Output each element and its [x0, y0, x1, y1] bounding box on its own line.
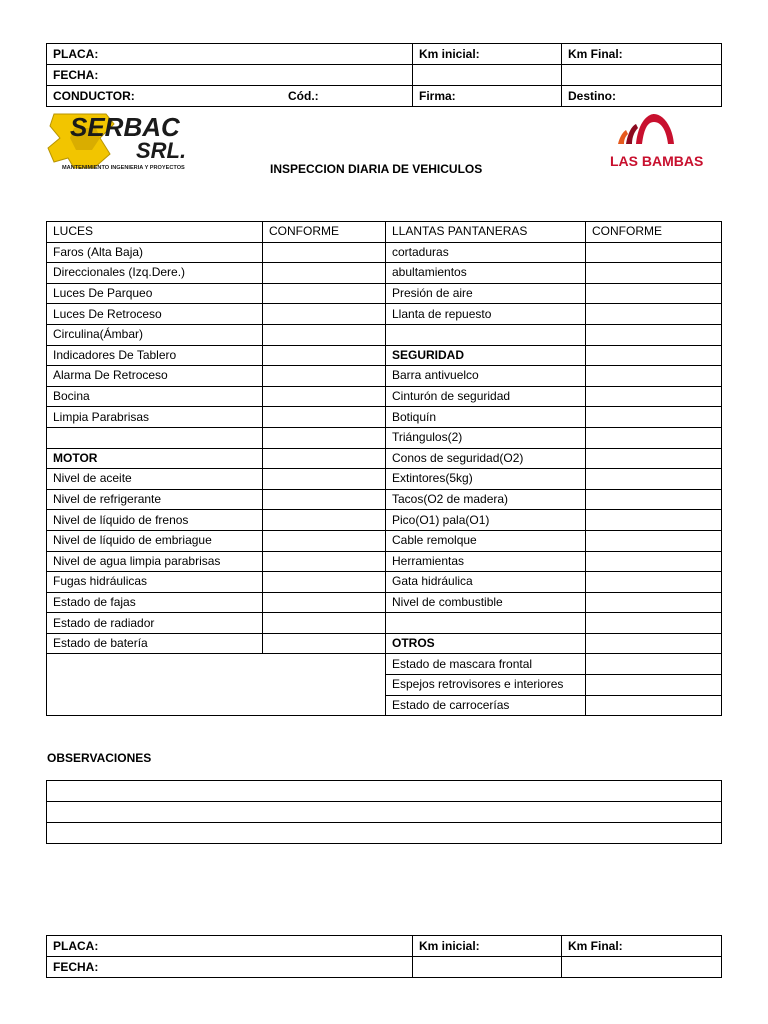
fecha-field[interactable]: FECHA: [47, 65, 413, 86]
item-label: Extintores(5kg) [386, 469, 586, 490]
empty-cell[interactable] [562, 65, 722, 86]
table-row [47, 407, 722, 428]
conforme-cell[interactable] [586, 324, 722, 345]
observaciones-label: OBSERVACIONES [47, 751, 152, 765]
section-header-llantas: LLANTAS PANTANERAS [386, 222, 586, 243]
item-label: Indicadores De Tablero [47, 345, 263, 366]
conforme-cell[interactable] [263, 592, 386, 613]
table-row [47, 242, 722, 263]
table-row [47, 633, 722, 654]
item-label: Nivel de agua limpia parabrisas [47, 551, 263, 572]
conductor-field[interactable] [47, 86, 413, 107]
item-label: Estado de carrocerías [386, 695, 586, 716]
conforme-header: CONFORME [263, 222, 386, 243]
table-row [47, 489, 722, 510]
conductor-label: CONDUCTOR: [53, 89, 135, 103]
conforme-cell[interactable] [263, 469, 386, 490]
table-row [47, 510, 722, 531]
conforme-cell[interactable] [263, 386, 386, 407]
conforme-cell[interactable] [263, 489, 386, 510]
conforme-cell[interactable] [586, 427, 722, 448]
item-label: Nivel de líquido de embriague [47, 530, 263, 551]
conforme-cell[interactable] [586, 633, 722, 654]
header-table-bottom [46, 935, 722, 978]
item-label: Cinturón de seguridad [386, 386, 586, 407]
item-label: Nivel de refrigerante [47, 489, 263, 510]
conforme-cell[interactable] [263, 427, 386, 448]
conforme-cell[interactable] [263, 613, 386, 634]
destino-field[interactable]: Destino: [562, 86, 722, 107]
item-label: Pico(O1) pala(O1) [386, 510, 586, 531]
observaciones-table [46, 780, 722, 844]
table-row [47, 654, 722, 675]
conforme-cell[interactable] [586, 386, 722, 407]
form-title: INSPECCION DIARIA DE VEHICULOS [270, 162, 483, 176]
table-row [47, 386, 722, 407]
lasbambas-name: LAS BAMBAS [610, 153, 704, 169]
header-table-top [46, 43, 722, 107]
conforme-cell[interactable] [586, 366, 722, 387]
empty-cell[interactable] [562, 957, 722, 978]
item-label: Gata hidráulica [386, 572, 586, 593]
item-label: Botiquín [386, 407, 586, 428]
inspection-table [46, 221, 722, 716]
table-row [47, 263, 722, 284]
conforme-cell[interactable] [263, 366, 386, 387]
item-label: Nivel de aceite [47, 469, 263, 490]
serbac-tagline: MANTENIMIENTO INGENIERIA Y PROYECTOS [62, 165, 185, 171]
conforme-cell[interactable] [263, 530, 386, 551]
table-row [47, 448, 722, 469]
serbac-suffix: SRL. [136, 138, 187, 163]
km-inicial-field[interactable]: Km inicial: [413, 44, 562, 65]
conforme-cell[interactable] [586, 675, 722, 696]
item-label: Alarma De Retroceso [47, 366, 263, 387]
km-inicial-field[interactable]: Km inicial: [413, 936, 562, 957]
table-row [47, 469, 722, 490]
item-label: Limpia Parabrisas [47, 407, 263, 428]
item-label: Estado de mascara frontal [386, 654, 586, 675]
placa-field[interactable]: PLACA: [47, 936, 413, 957]
conforme-cell[interactable] [263, 242, 386, 263]
item-label: Nivel de líquido de frenos [47, 510, 263, 531]
table-row [47, 304, 722, 325]
table-row [47, 283, 722, 304]
item-label: Conos de seguridad(O2) [386, 448, 586, 469]
mountain-arch-icon [618, 114, 674, 144]
serbac-name: SERBAC [70, 112, 180, 142]
item-label: Bocina [47, 386, 263, 407]
table-row [47, 345, 722, 366]
conforme-cell[interactable] [263, 345, 386, 366]
conforme-cell[interactable] [586, 283, 722, 304]
serbac-logo [44, 108, 212, 174]
section-header: MOTOR [47, 448, 263, 469]
table-row [47, 613, 722, 634]
observaciones-line[interactable] [47, 802, 722, 823]
item-label: Herramientas [386, 551, 586, 572]
item-label: Estado de radiador [47, 613, 263, 634]
conforme-cell[interactable] [586, 695, 722, 716]
item-label: Direccionales (Izq.Dere.) [47, 263, 263, 284]
conforme-cell[interactable] [586, 551, 722, 572]
conforme-cell[interactable] [263, 551, 386, 572]
empty-merged-cell[interactable] [47, 654, 386, 716]
table-row [47, 592, 722, 613]
conforme-cell[interactable] [586, 407, 722, 428]
empty-cell[interactable] [413, 957, 562, 978]
item-label: Triángulos(2) [386, 427, 586, 448]
conforme-cell[interactable] [263, 304, 386, 325]
table-row [47, 530, 722, 551]
item-label [386, 613, 586, 634]
empty-cell[interactable] [413, 65, 562, 86]
conforme-cell[interactable] [586, 448, 722, 469]
table-row [47, 366, 722, 387]
conforme-cell[interactable] [586, 469, 722, 490]
item-label: Nivel de combustible [386, 592, 586, 613]
item-label: Estado de fajas [47, 592, 263, 613]
conforme-cell[interactable] [586, 510, 722, 531]
conforme-cell[interactable] [586, 530, 722, 551]
cod-label: Cód.: [288, 89, 319, 103]
conforme-cell[interactable] [586, 572, 722, 593]
placa-field[interactable]: PLACA: [47, 44, 413, 65]
table-row [47, 572, 722, 593]
section-header: SEGURIDAD [386, 345, 586, 366]
conforme-cell[interactable] [586, 263, 722, 284]
table-row [47, 551, 722, 572]
conforme-cell[interactable] [263, 633, 386, 654]
fecha-field[interactable]: FECHA: [47, 957, 413, 978]
conforme-cell[interactable] [586, 654, 722, 675]
item-label: Circulina(Ámbar) [47, 324, 263, 345]
item-label: Espejos retrovisores e interiores [386, 675, 586, 696]
item-label: cortaduras [386, 242, 586, 263]
item-label: abultamientos [386, 263, 586, 284]
km-final-field[interactable]: Km Final: [562, 44, 722, 65]
table-row [47, 427, 722, 448]
item-label [47, 427, 263, 448]
observaciones-line[interactable] [47, 781, 722, 802]
item-label: Faros (Alta Baja) [47, 242, 263, 263]
item-label [386, 324, 586, 345]
conforme-cell[interactable] [586, 489, 722, 510]
section-header: OTROS [386, 633, 586, 654]
item-label: Presión de aire [386, 283, 586, 304]
conforme-cell[interactable] [263, 572, 386, 593]
item-label: Cable remolque [386, 530, 586, 551]
conforme-cell[interactable] [263, 510, 386, 531]
conforme-cell[interactable] [586, 592, 722, 613]
item-label: Luces De Parqueo [47, 283, 263, 304]
lasbambas-logo [608, 110, 712, 172]
conforme-header: CONFORME [586, 222, 722, 243]
item-label: Luces De Retroceso [47, 304, 263, 325]
item-label: Barra antivuelco [386, 366, 586, 387]
conforme-cell[interactable] [586, 242, 722, 263]
item-label: Estado de batería [47, 633, 263, 654]
conforme-cell[interactable] [263, 448, 386, 469]
firma-field[interactable]: Firma: [413, 86, 562, 107]
observaciones-line[interactable] [47, 823, 722, 844]
section-header-luces: LUCES [47, 222, 263, 243]
item-label: Tacos(O2 de madera) [386, 489, 586, 510]
conforme-cell[interactable] [263, 263, 386, 284]
table-row [47, 324, 722, 345]
conforme-cell[interactable] [263, 407, 386, 428]
km-final-field[interactable]: Km Final: [562, 936, 722, 957]
item-label: Fugas hidráulicas [47, 572, 263, 593]
conforme-cell[interactable] [263, 283, 386, 304]
conforme-cell[interactable] [586, 613, 722, 634]
conforme-cell[interactable] [586, 345, 722, 366]
conforme-cell[interactable] [263, 324, 386, 345]
conforme-cell[interactable] [586, 304, 722, 325]
item-label: Llanta de repuesto [386, 304, 586, 325]
